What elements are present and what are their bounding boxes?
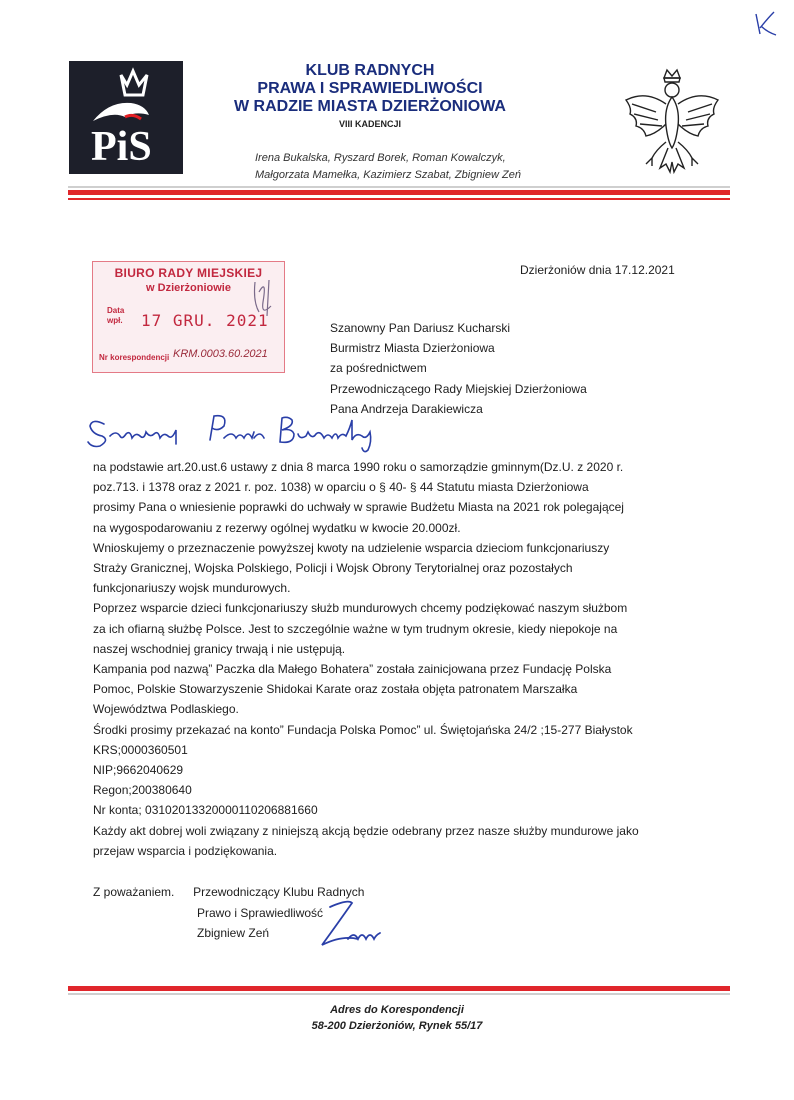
stamp-subtitle: w Dzierżoniowie [146, 282, 231, 294]
club-name-line-2: PRAWA I SPRAWIEDLIWOŚCI [257, 80, 483, 97]
header-rule-red-thin [68, 198, 730, 200]
header-rule-gray [68, 186, 730, 188]
body-line: naszej wschodniej granicy trwają i nie ustępują. [93, 641, 346, 656]
header-rule-red [68, 190, 730, 195]
body-line: za ich ofiarną służbę Polsce. Jest to szczególnie ważne w tym trudnym okresie, kiedy niepokoje na [93, 621, 618, 636]
body-line: na podstawie art.20.ust.6 ustawy z dnia 8 marca 1990 roku o samorządzie gminnym(Dz.U. z 2020 r. [93, 460, 624, 474]
body-line: NIP;9662040629 [93, 763, 184, 778]
footer-rule-red [68, 986, 730, 991]
body-line: Poprzez wsparcie dzieci funkcjonariuszy służb mundurowych chcemy podziękować naszym służbom [93, 601, 628, 616]
body-line: Każdy akt dobrej woli związany z niniejszą akcją będzie odebrany przez nasze służby mundurowe jako [93, 823, 639, 838]
members-line-1: Irena Bukalska, Ryszard Borek, Roman Kowalczyk, [255, 152, 506, 164]
address-line: Pana Andrzeja Darakiewicza [330, 401, 483, 416]
corner-handwritten-mark [752, 8, 782, 38]
footer-line-2: 58-200 Dzierżoniów, Rynek 55/17 [311, 1020, 483, 1032]
body-line: Kampania pod nazwą” Paczka dla Małego Bohatera” została zainicjowana przez Fundację Polska [93, 662, 612, 677]
recipient-address [330, 318, 587, 419]
address-line: Szanowny Pan Dariusz Kucharski [330, 321, 511, 335]
handwritten-greeting [86, 410, 396, 454]
body-line: Wnioskujemy o przeznaczenie powyższej kwoty na udzielenie wsparcia dzieciom funkcjonariuszy [93, 540, 610, 555]
term-label: VIII KADENCJI [338, 119, 401, 129]
stamp-title: BIURO RADY MIEJSKIEJ [114, 266, 263, 280]
body-line: KRS;0000360501 [93, 742, 188, 757]
footer-address [0, 1002, 794, 1034]
club-name-line-3: W RADZIE MIASTA DZIERŻONIOWA [234, 98, 506, 115]
handwritten-signature [318, 893, 382, 955]
body-line: funkcjonariuszy wojsk mundurowych. [93, 581, 291, 596]
stamp-reference-number: KRM.0003.60.2021 [173, 348, 268, 360]
stamp-received-date: 17 GRU. 2021 [141, 311, 269, 330]
stamp-initials-signature [249, 272, 279, 320]
body-line: przejaw wsparcia i podziękowania. [93, 843, 278, 858]
logo-text: PiS [91, 124, 152, 170]
polish-eagle-emblem-icon [612, 64, 732, 184]
members-line-2: Małgorzata Mamełka, Kazimierz Szabat, Zbigniew Zeń [255, 169, 521, 181]
signatory-title: Przewodniczący Klubu Radnych [193, 885, 365, 899]
stamp-wpl-label: wpł. [107, 316, 123, 325]
body-line: Środki prosimy przekazać na konto” Fundacja Polska Pomoc” ul. Świętojańska 24/2 ;15-277 Białystok [93, 722, 633, 737]
footer-rule-gray [68, 993, 730, 995]
closing-phrase: Z poważaniem. [93, 885, 175, 899]
body-line: Województwa Podlaskiego. [93, 702, 239, 717]
address-line: Przewodniczącego Rady Miejskiej Dzierżoniowa [330, 381, 587, 396]
address-line: Burmistrz Miasta Dzierżoniowa [330, 341, 495, 356]
club-name-line-1: KLUB RADNYCH [305, 62, 435, 79]
body-line: Regon;200380640 [93, 783, 192, 798]
body-line: Nr konta; 03102013320000110206881660 [93, 803, 318, 818]
registry-stamp [92, 261, 285, 373]
address-line: za pośrednictwem [330, 361, 427, 376]
place-and-date: Dzierżoniów dnia 17.12.2021 [520, 263, 675, 277]
signatory-name: Zbigniew Zeń [197, 926, 270, 940]
letter-body [93, 457, 733, 861]
signatory-club: Prawo i Sprawiedliwość [197, 905, 324, 920]
body-line: Pomoc, Polskie Stowarzyszenie Shidokai Karate oraz została objęta patronatem Marszałka [93, 682, 578, 697]
pis-party-logo [69, 61, 183, 174]
body-line: Straży Granicznej, Wojska Polskiego, Policji i Wojsk Obrony Terytorialnej oraz pozostałych [93, 561, 573, 576]
body-line: na wygospodarowaniu z rezerwy ogólnej wydatku w kwocie 20.000zł. [93, 520, 461, 535]
body-line: poz.713. i 1378 oraz z 2021 r. poz. 1038) w oparciu o § 40- § 44 Statutu miasta Dzierżoniowa [93, 480, 589, 495]
body-line: prosimy Pana o wniesienie poprawki do uchwały w sprawie Budżetu Miasta na 2021 rok polegającej [93, 500, 624, 515]
club-members [255, 150, 585, 184]
stamp-korespondencji-label: Nr korespondencji [99, 353, 170, 362]
stamp-data-label: Data [107, 306, 125, 315]
footer-line-1: Adres do Korespondencji [330, 1004, 464, 1016]
